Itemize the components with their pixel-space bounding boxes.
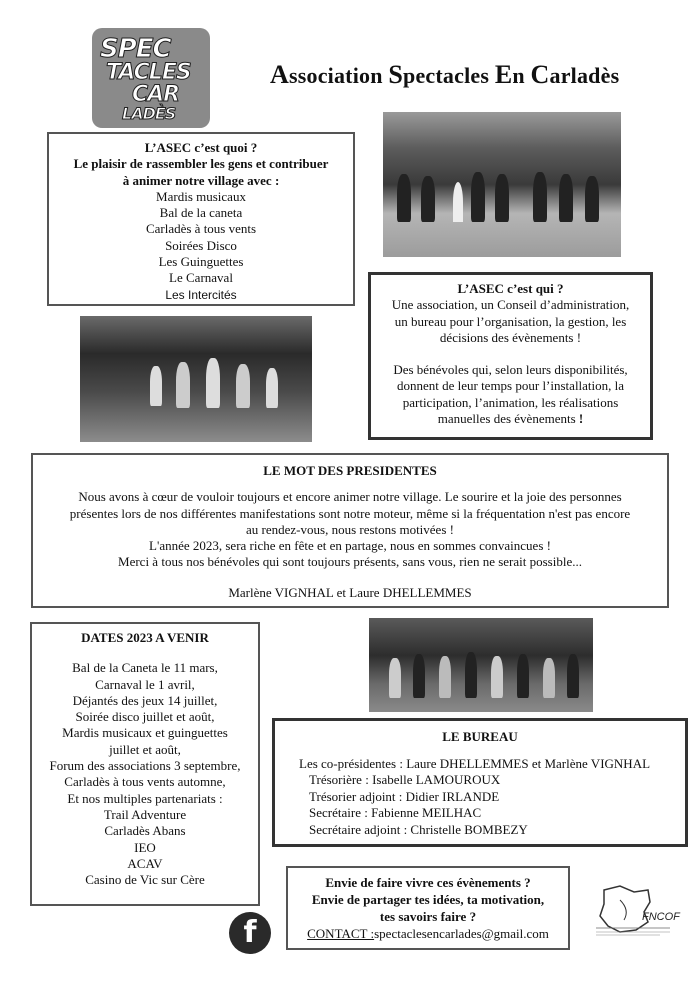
asec-who-text: Des bénévoles qui, selon leurs disponibilités, — [393, 362, 628, 378]
date-item: Déjantés des jeux 14 juillet, — [72, 692, 218, 708]
date-item: juillet et août, — [109, 741, 181, 757]
asec-who-box — [368, 272, 653, 440]
asec-who-text: participation, l’animation, les réalisations — [402, 394, 619, 410]
fncof-logo — [590, 882, 680, 940]
date-item: Carnaval le 1 avril, — [95, 676, 195, 692]
partner-item: Carladès Abans — [104, 823, 186, 839]
bureau-member: Secrétaire : Fabienne MEILHAC — [309, 805, 482, 821]
asec-logo — [92, 28, 210, 128]
event-item: Carladès à tous vents — [145, 221, 257, 237]
page-title: Association Spectacles En Carladès — [270, 60, 620, 89]
asec-what-heading: L’ASEC c’est quoi ? — [144, 140, 258, 155]
bureau-member: Les co-présidentes : Laure DHELLEMMES et Marlène VIGNHAL — [299, 755, 651, 771]
date-item: Mardis musicaux et guinguettes — [62, 725, 228, 741]
asec-what-lead: Le plaisir de rassembler les gens et contribuer — [73, 156, 329, 172]
event-item: Les Guinguettes — [158, 254, 244, 270]
asec-who-text: Une association, un Conseil d’administration, — [391, 297, 630, 313]
presidents-text: Merci à tous nos bénévoles qui sont toujours présents, sans vous, rien ne serait possible... — [118, 554, 582, 570]
dance-photo — [80, 316, 312, 442]
crowd-photo — [369, 618, 593, 712]
event-item: Les Intercités — [165, 287, 237, 302]
date-item: Bal de la Caneta le 11 mars, — [72, 660, 218, 676]
bureau-member: Trésorier adjoint : Didier IRLANDE — [309, 788, 500, 804]
event-item: Mardis musicaux — [156, 188, 246, 204]
contact-line — [288, 925, 568, 942]
asec-who-text: donnent de leur temps pour l’installation, la — [396, 378, 625, 394]
presidents-signature: Marlène VIGNHAL et Laure DHELLEMMES — [228, 584, 472, 600]
presidents-text: présentes lors de nos différentes manifestations sont notre moteur, même si la fréquentation n'est pas encore — [69, 505, 631, 521]
event-item: Bal de la caneta — [159, 205, 243, 221]
logo-text-lades: LADÈS — [122, 104, 176, 123]
contact-email-link[interactable]: spectaclesencarlades@gmail.com — [374, 926, 549, 941]
bureau-member: Trésorière : Isabelle LAMOUROUX — [309, 772, 501, 788]
presidents-message-box — [31, 453, 669, 608]
svg-text:FNCOF: FNCOF — [642, 911, 680, 923]
bureau-member: Secrétaire adjoint : Christelle BOMBEZY — [309, 821, 528, 837]
date-item: Soirée disco juillet et août, — [75, 709, 215, 725]
asec-who-text: manuelles des évènements ! — [437, 411, 584, 427]
contact-text: Envie de partager tes idées, ta motivation, — [311, 892, 545, 907]
partner-item: ACAV — [127, 855, 163, 871]
date-item: Forum des associations 3 septembre, — [49, 758, 241, 774]
logo-text-tacles: TACLES — [106, 60, 191, 85]
bureau-box — [272, 718, 688, 847]
presidents-text: Nous avons à cœur de vouloir toujours et encore animer notre village. Le sourire et la joie des personnes — [78, 489, 622, 505]
partner-item: Casino de Vic sur Cère — [85, 872, 205, 888]
partner-item: IEO — [134, 839, 156, 855]
logo-text-car: CAR — [132, 82, 180, 107]
partner-item: Trail Adventure — [103, 806, 187, 822]
asec-what-lead: à animer notre village avec : — [122, 172, 280, 188]
date-item: Et nos multiples partenariats : — [67, 790, 223, 806]
asec-who-heading: L’ASEC c’est qui ? — [457, 281, 564, 296]
contact-box — [286, 866, 570, 950]
dates-heading: DATES 2023 A VENIR — [81, 630, 209, 645]
asec-what-box — [47, 132, 355, 306]
contact-text: Envie de faire vivre ces évènements ? — [325, 875, 531, 890]
bureau-heading: LE BUREAU — [442, 729, 518, 744]
date-item: Carladès à tous vents automne, — [64, 774, 226, 790]
event-item: Soirées Disco — [165, 237, 237, 253]
presidents-text: L'année 2023, sera riche en fête et en partage, nous en sommes convaincues ! — [149, 538, 551, 554]
band-photo — [383, 112, 621, 257]
contact-text: tes savoirs faire ? — [379, 909, 477, 924]
dates-box — [30, 622, 260, 906]
presidents-heading: LE MOT DES PRESIDENTES — [263, 463, 437, 478]
asec-who-text: décisions des évènements ! — [439, 329, 582, 345]
presidents-text: au rendez-vous, nous restons motivées ! — [246, 521, 454, 537]
logo-text-spec: SPEC — [100, 34, 171, 64]
event-item: Le Carnaval — [169, 270, 233, 286]
contact-label: CONTACT : — [307, 926, 375, 941]
facebook-icon[interactable]: f — [229, 912, 271, 954]
asec-who-text: un bureau pour l’organisation, la gestion, les — [394, 313, 627, 329]
